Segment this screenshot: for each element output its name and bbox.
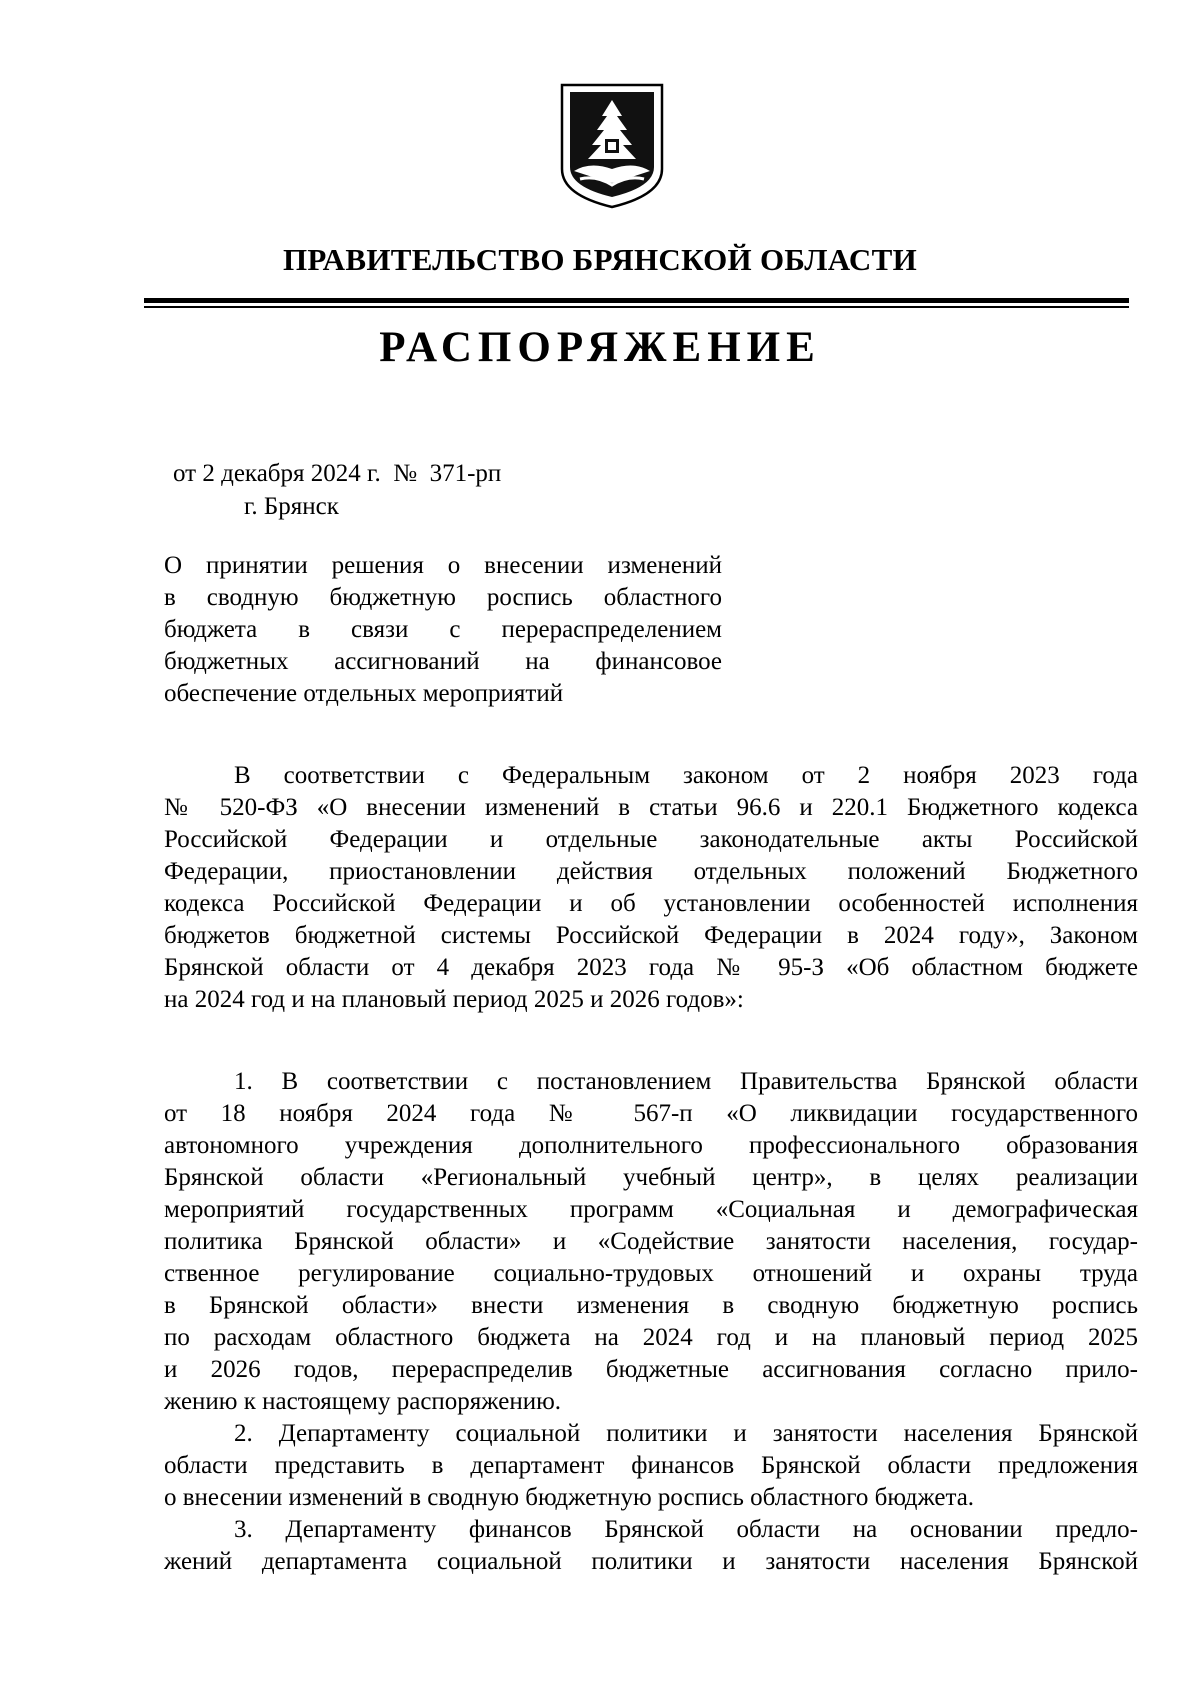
paragraph-line: Брянской области «Региональный учебный центр», в целях реализации	[164, 1164, 1138, 1191]
paragraph-line: на 2024 год и на плановый период 2025 и 2026 годов»:	[164, 986, 744, 1013]
header-rule-thin	[144, 306, 1129, 308]
paragraph-line: бюджетов бюджетной системы Российской Федерации в 2024 году», Законом	[164, 922, 1138, 949]
subject-line: бюджета в связи с перераспределением	[164, 616, 722, 643]
paragraph-line: 3. Департаменту финансов Брянской области на основании предло-	[234, 1516, 1138, 1543]
item-1-paragraph	[164, 1066, 1138, 1418]
paragraph-line: ственное регулирование социально-трудовых отношений и охраны труда	[164, 1260, 1138, 1287]
item-3-paragraph	[164, 1514, 1138, 1578]
paragraph-line: Брянской области от 4 декабря 2023 года № 95-З «Об областном бюджете	[164, 954, 1138, 981]
document-number: 371-рп	[429, 460, 502, 487]
item-2-paragraph	[164, 1418, 1138, 1514]
document-type-title: РАСПОРЯЖЕНИЕ	[379, 324, 821, 371]
paragraph-line: в Брянской области» внести изменения в сводную бюджетную роспись	[164, 1292, 1138, 1319]
preamble-paragraph	[164, 760, 1138, 1016]
paragraph-line: Федерации, приостановлении действия отдельных положений Бюджетного	[164, 858, 1138, 885]
paragraph-line: 1. В соответствии с постановлением Правительства Брянской области	[234, 1068, 1138, 1095]
paragraph-line: В соответствии с Федеральным законом от 2 ноября 2023 года	[234, 762, 1138, 789]
paragraph-line: по расходам областного бюджета на 2024 год и на плановый период 2025	[164, 1324, 1138, 1351]
subject-line: О принятии решения о внесении изменений	[164, 552, 722, 579]
document-date-number	[173, 458, 501, 490]
paragraph-line: от 18 ноября 2024 года № 567-п «О ликвидации государственного	[164, 1100, 1138, 1127]
header-rule-thick	[144, 298, 1129, 303]
document-subject	[164, 551, 722, 711]
subject-line: в сводную бюджетную роспись областного	[164, 584, 722, 611]
paragraph-line: кодекса Российской Федерации и об установлении особенностей исполнения	[164, 890, 1138, 917]
paragraph-line: области представить в департамент финансов Брянской области предложения	[164, 1452, 1138, 1479]
organization-name: ПРАВИТЕЛЬСТВО БРЯНСКОЙ ОБЛАСТИ	[282, 242, 918, 277]
date-prefix: от	[173, 460, 197, 487]
paragraph-line: автономного учреждения дополнительного профессионального образования	[164, 1132, 1138, 1159]
document-city: г. Брянск	[244, 493, 339, 520]
paragraph-line: жений департамента социальной политики и занятости населения Брянской	[164, 1548, 1138, 1575]
paragraph-line: № 520-ФЗ «О внесении изменений в статьи 96.6 и 220.1 Бюджетного кодекса	[164, 794, 1138, 821]
paragraph-line: жению к настоящему распоряжению.	[164, 1388, 562, 1415]
paragraph-line: политика Брянской области» и «Содействие занятости населения, государ-	[164, 1228, 1138, 1255]
paragraph-line: и 2026 годов, перераспределив бюджетные ассигнования согласно прило-	[164, 1356, 1138, 1383]
coat-of-arms-emblem	[560, 83, 664, 209]
subject-line: обеспечение отдельных мероприятий	[164, 680, 564, 707]
paragraph-line: о внесении изменений в сводную бюджетную роспись областного бюджета.	[164, 1484, 975, 1511]
paragraph-line: 2. Департаменту социальной политики и занятости населения Брянской	[234, 1420, 1138, 1447]
paragraph-line: мероприятий государственных программ «Социальная и демографическая	[164, 1196, 1138, 1223]
subject-line: бюджетных ассигнований на финансовое	[164, 648, 722, 675]
document-date: 2 декабря 2024 г.	[202, 460, 381, 487]
paragraph-line: Российской Федерации и отдельные законодательные акты Российской	[164, 826, 1138, 853]
number-sign: №	[393, 460, 418, 487]
